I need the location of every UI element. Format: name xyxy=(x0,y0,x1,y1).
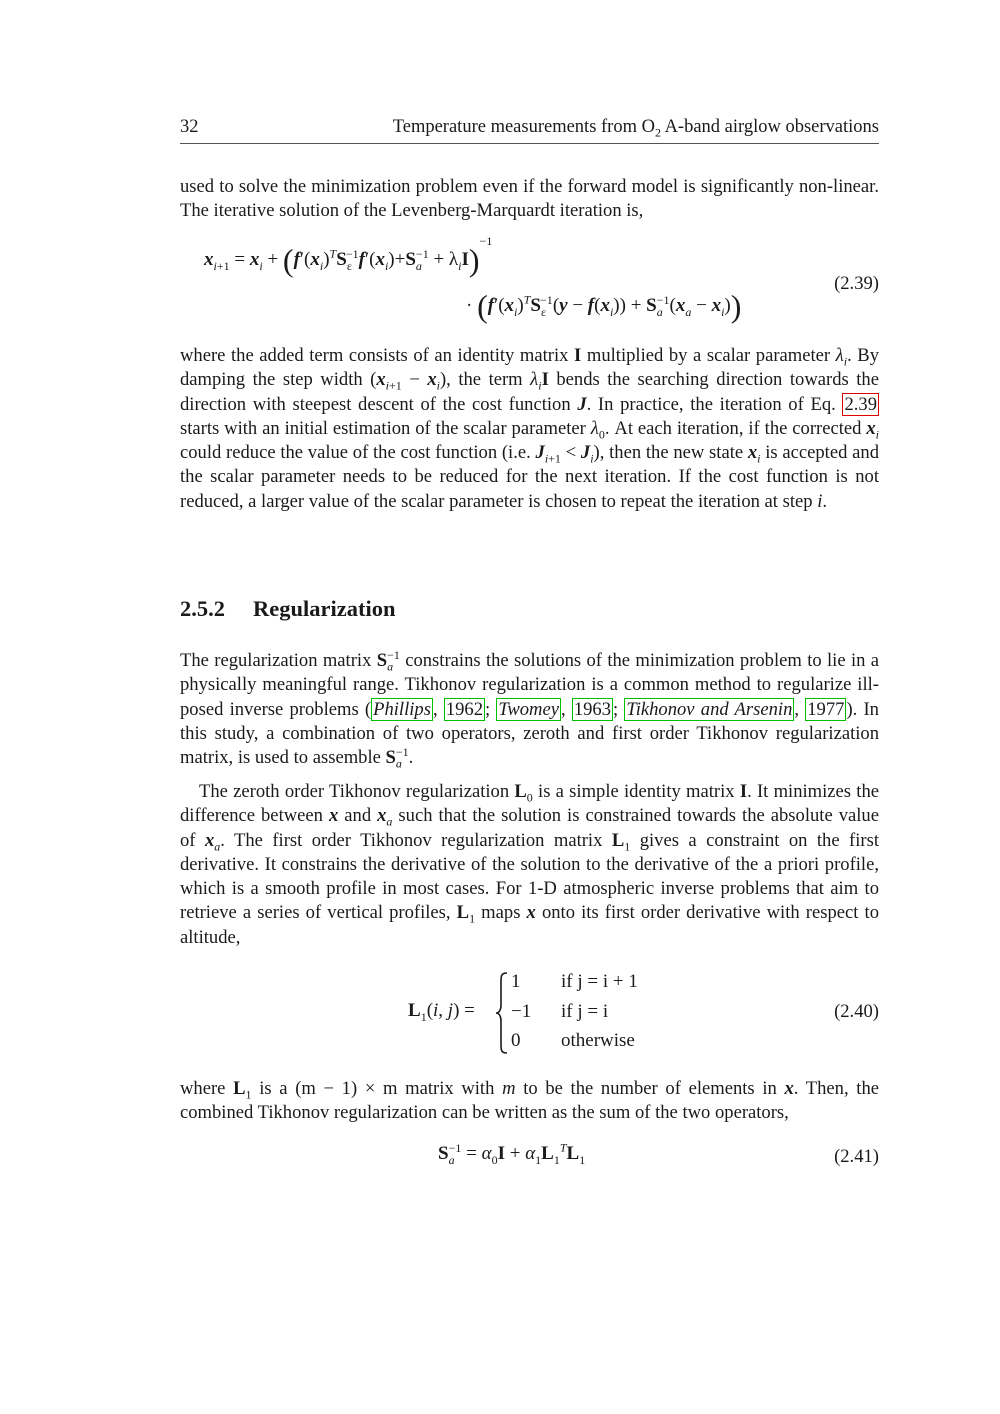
citation-author-link[interactable]: Phillips xyxy=(373,698,431,720)
paragraph-regularization: The regularization matrix $S_a^{-1}$ constrains the solutions of the minimization problem to lie in a physically meaningful range. Tikhonov regularization is a common method to regularize ill-posed inverse problems ( Phillips , 1962 ; Twomey , 1963 ; Tikhonov and Arsenin , 1977 ). In this study, a combination of two operators, zeroth and first order Tikhonov regularization matrix, is used to assemble $S_a^{-1}$. xyxy=(180,647,880,771)
paragraph-intro: used to solve the minimization problem even if the forward model is significantly non-linear. The iterative solution of the Levenberg-Marquardt iteration is, xyxy=(180,176,879,222)
citation-author-link[interactable]: Tikhonov and Arsenin xyxy=(626,698,793,720)
section-heading xyxy=(180,596,395,622)
page-header xyxy=(180,113,879,144)
left-brace-icon xyxy=(495,972,509,1054)
citation-year-link[interactable]: 1977 xyxy=(807,698,845,720)
running-title: Temperature measurements from $O_2$ A-band airglow observations xyxy=(392,117,879,140)
paragraph-tikhonov: The zeroth order Tikhonov regularization $L_0$ is a simple identity matrix I. It minimizes the difference between x and $x_a$ such that the solution is constrained towards the absolute value of $x_a$. The first order Tikhonov regularization matrix $L_1$ gives a constraint on the first derivative. It constrains the derivative of the solution to the derivative of the a priori profile, which is a smooth profile in most cases. For 1-D atmospheric inverse problems that aim to retrieve a series of vertical profiles, $L_1$ maps x onto its first order derivative with respect to altitude, xyxy=(180,781,879,948)
paragraph-levenberg: where the added term consists of an identity matrix I multiplied by a scalar parameter $\lambda_i$. By damping the step width $(x_{i+1} - x_i)$, the term $\lambda_iI$ bends the searching direction towards the direction with steepest descent of the cost function J. In practice, the iteration of Eq. 2.39 starts with an initial estimation of the scalar parameter $\lambda_0$. At each iteration, if the corrected $x_i$ could reduce the value of the cost function (i.e. $J_{i+1} < J_i$), then the new state $x_i$ is accepted and the scalar parameter needs to be reduced for the next iteration. If the cost function is not reduced, a larger value of the scalar parameter is chosen to repeat the iteration at step i. xyxy=(180,345,879,512)
section-number: 2.5.2 xyxy=(180,596,225,621)
equation-2-39-line2: · $(f'(x_i)^TS_\varepsilon^{-1}(y - f(x_i)) + S_a^{-1}(x_a - x_i))$ xyxy=(466,288,742,324)
equation-number: (2.39) xyxy=(834,273,879,294)
equation-link[interactable]: 2.39 xyxy=(844,393,877,415)
equation-number: (2.40) xyxy=(834,1001,879,1022)
case-row: 1 if j = i + 1 xyxy=(511,971,638,992)
equation-2-41: $S_a^{-1} = \alpha_0I + \alpha_1L_1^TL_1$ xyxy=(438,1140,586,1167)
equation-number: (2.41) xyxy=(834,1146,879,1167)
case-row: −1 if j = i xyxy=(511,1001,609,1022)
citation-year-link[interactable]: 1962 xyxy=(445,698,483,720)
equation-2-39-line1: $x_{i+1} = x_i + (f'(x_i)^TS_\varepsilon^{-1}f'(x_i)+S_a^{-1} + \lambda_iI)^{-1}$ xyxy=(204,234,493,278)
case-row: 0 otherwise xyxy=(511,1030,635,1051)
section-title: Regularization xyxy=(253,596,396,621)
citation-author-link[interactable]: Twomey xyxy=(498,698,559,720)
page-number: 32 xyxy=(180,117,199,137)
citation-year-link[interactable]: 1963 xyxy=(573,698,612,720)
paragraph-combined: where $L_1$ is a (m − 1) × m matrix with m to be the number of elements in x. Then, the combined Tikhonov regularization can be written as the sum of the two operators, xyxy=(180,1078,879,1124)
